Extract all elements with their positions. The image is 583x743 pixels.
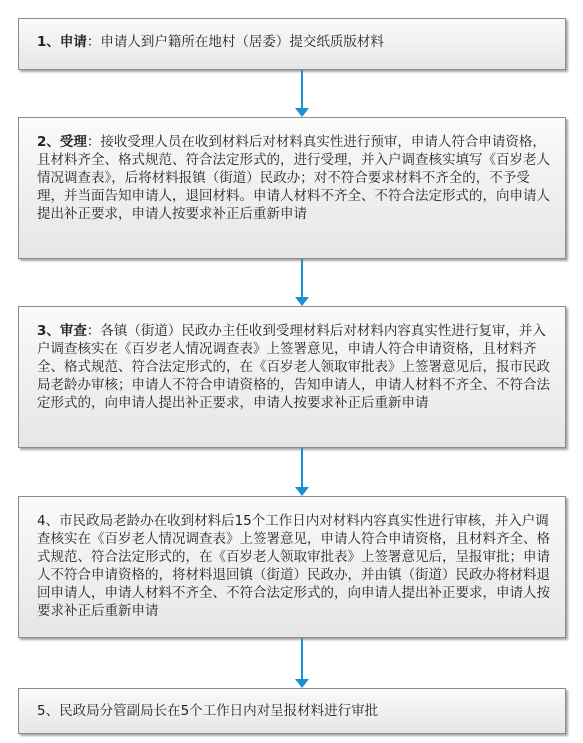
arrow-3-shaft <box>301 448 303 487</box>
step-4-text: 4、市民政局老龄办在收到材料后15个工作日内对材料内容真实性进行审核，并入户调查核实在《百岁老人情况调查表》上签署意见，申请人符合申请资格，且材料齐全、格式规范、符合法定形式的，在《百岁老人领取审批表》上签署意见后，呈报审批；申请人不符合申请资格的，将材料退回镇（街道）民政办，并由镇（街道）民政办将材料退回申请人，申请人材料不齐全、不符合法定形式的，向申请人提出补正要求，申请人按要求补正后重新申请 <box>37 513 550 619</box>
step-1-label: 1、申请 <box>37 34 87 50</box>
arrow-3-head <box>295 487 309 496</box>
arrow-1-shaft <box>301 70 303 108</box>
step-5-text: 5、民政局分管副局长在5个工作日内对呈报材料进行审批 <box>37 703 379 719</box>
step-2-label: 2、受理 <box>37 134 87 150</box>
arrow-4 <box>292 638 312 688</box>
arrow-3 <box>292 448 312 496</box>
step-3-text: 各镇（街道）民政办主任收到受理材料后对材料内容真实性进行复审，并入户调查核实在《百岁老人情况调查表》上签署意见，申请人符合申请资格，且材料齐全、格式规范、符合法定形式的，在《百岁老人领取审批表》上签署意见后，报市民政局老龄办审核；申请人不符合申请资格的，告知申请人，申请人材料不齐全、不符合法定形式的，向申请人提出补正要求，申请人按要求补正后重新申请 <box>37 323 550 411</box>
arrow-2-shaft <box>301 259 303 297</box>
arrow-1-head <box>295 108 309 117</box>
arrow-4-head <box>295 679 309 688</box>
arrow-2-head <box>295 297 309 306</box>
arrow-2 <box>292 259 312 306</box>
step-2-sep: ： <box>86 134 101 150</box>
step-5-box <box>18 688 566 734</box>
step-3-sep: ： <box>86 323 101 339</box>
step-3-label: 3、审查 <box>37 323 87 339</box>
step-1-box <box>18 18 566 70</box>
step-1-text: 申请人到户籍所在地村（居委）提交纸质版材料 <box>100 34 384 50</box>
step-1-sep: ： <box>86 34 101 50</box>
step-2-text: 接收受理人员在收到材料后对材料真实性进行预审，申请人符合申请资格，且材料齐全、格式规范、符合法定形式的，进行受理，并入户调查核实填写《百岁老人情况调查表》，后将材料报镇（街道）民政办；对不符合要求材料不齐全的，不予受理，并当面告知申请人，退回材料。申请人材料不齐全、不符合法定形式的，向申请人提出补正要求，申请人按要求补正后重新申请 <box>37 134 550 222</box>
step-3-box <box>18 306 566 448</box>
arrow-4-shaft <box>301 638 303 679</box>
step-4-box <box>18 496 566 638</box>
arrow-1 <box>292 70 312 117</box>
step-2-box <box>18 117 566 259</box>
